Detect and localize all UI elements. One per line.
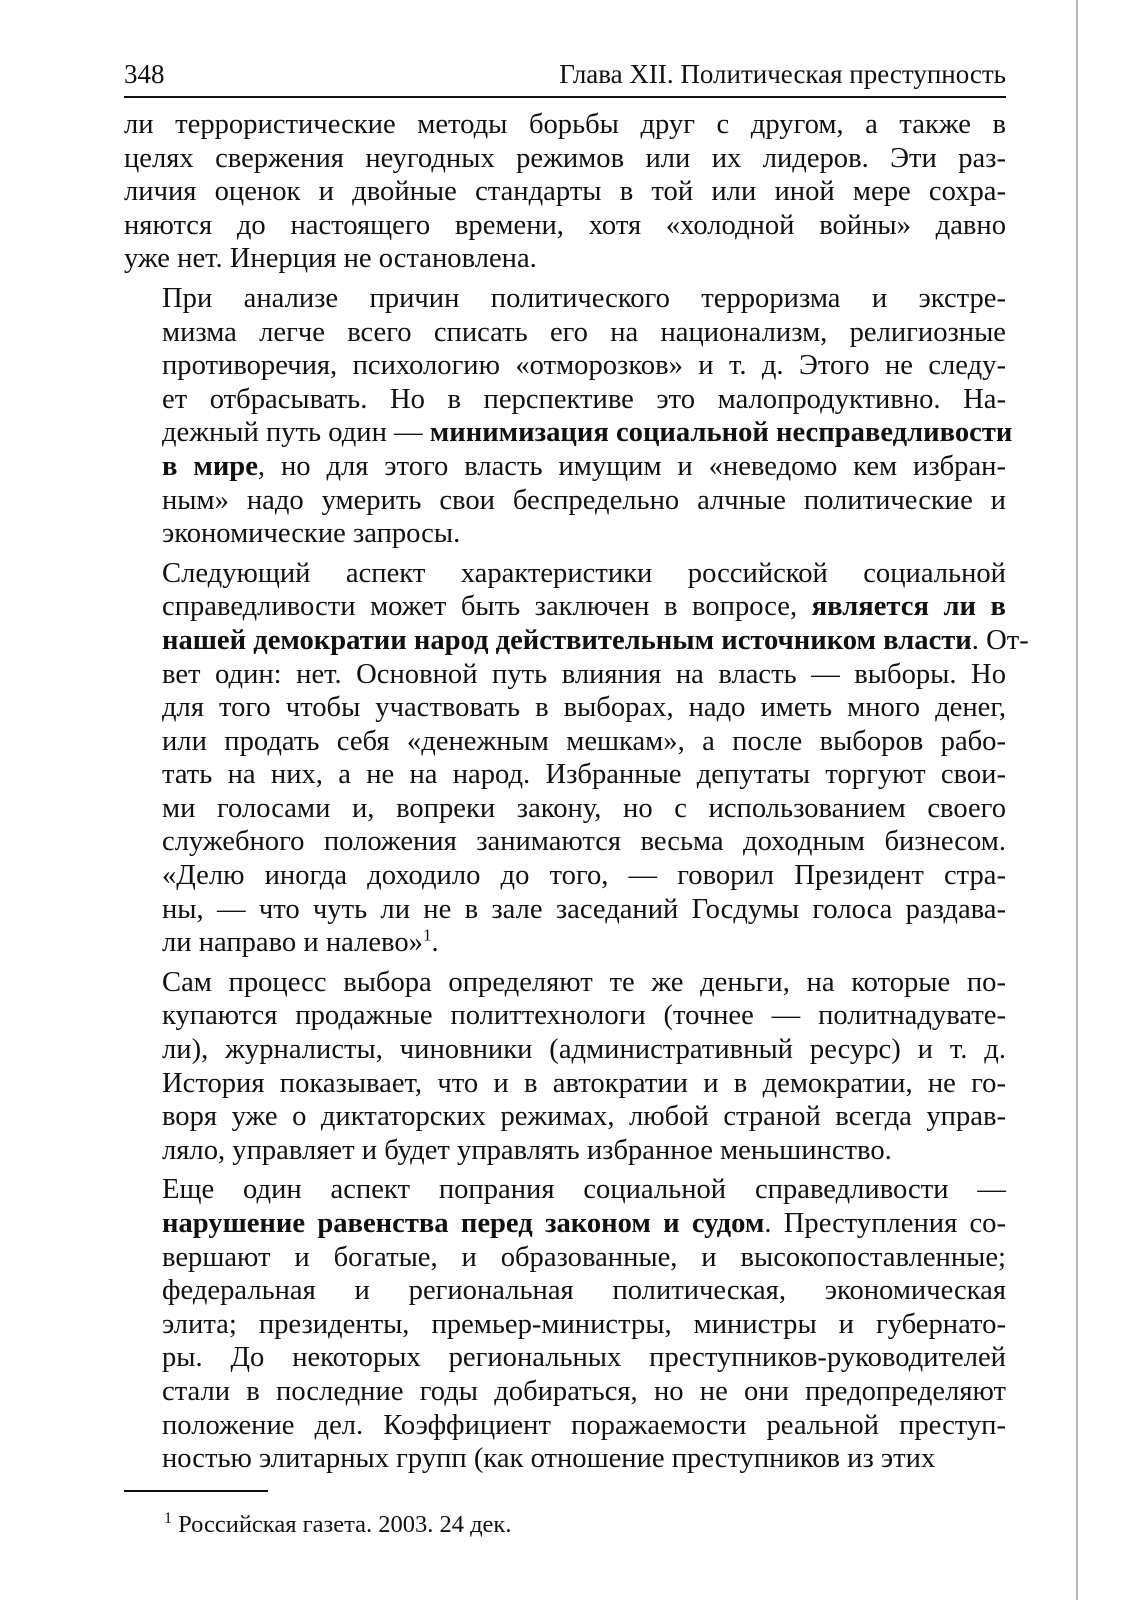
text-segment: Следующий аспект характеристики российской социальной bbox=[162, 557, 1006, 589]
text-line bbox=[124, 175, 1006, 209]
text-line bbox=[124, 1375, 1006, 1409]
text-segment: для того чтобы участвовать в выборах, надо иметь много денег, bbox=[162, 692, 1006, 724]
text-line bbox=[124, 316, 1006, 350]
text-line bbox=[124, 691, 1006, 725]
footnote-text: Российская газета. 2003. 24 дек. bbox=[178, 1510, 512, 1538]
text-line bbox=[124, 859, 1006, 893]
text-segment: ным» надо умерить свои беспредельно алчные политические и bbox=[162, 484, 1006, 516]
text-line bbox=[124, 1308, 1006, 1342]
text-line bbox=[124, 758, 1006, 792]
body-text bbox=[124, 108, 1029, 1476]
text-segment: служебного положения занимаются весьма доходным бизнесом. bbox=[162, 826, 1006, 858]
text-line bbox=[124, 450, 1006, 484]
text-segment: купаются продажные политтехнологи (точнее — политнадувате- bbox=[162, 1000, 1006, 1032]
text-line bbox=[124, 108, 1006, 142]
text-line bbox=[124, 1033, 1006, 1067]
text-line bbox=[124, 1207, 1006, 1241]
running-head bbox=[124, 58, 1006, 98]
text-segment: ли направо и налево» bbox=[162, 927, 423, 959]
footnote-marker: 1 bbox=[164, 1509, 172, 1527]
text-line bbox=[124, 209, 1006, 243]
text-line bbox=[124, 1274, 1006, 1308]
text-line bbox=[124, 484, 1006, 518]
paragraph bbox=[124, 282, 1013, 551]
text-line bbox=[124, 142, 1006, 176]
text-line bbox=[124, 282, 1006, 316]
text-segment: воря уже о диктаторских режимах, любой страной всегда управ- bbox=[162, 1101, 1006, 1133]
text-segment: дежный путь один — bbox=[162, 417, 430, 449]
book-page bbox=[124, 58, 1029, 1540]
chapter-title: Глава XII. Политическая преступность bbox=[559, 59, 1006, 89]
text-line bbox=[124, 1067, 1006, 1101]
text-segment: или продать себя «денежным мешкам», а после выборов рабо- bbox=[162, 725, 1006, 757]
text-segment: . bbox=[431, 927, 439, 959]
text-segment: , но для этого власть имущим и «неведомо кем избран- bbox=[257, 450, 1006, 482]
text-line bbox=[124, 517, 1006, 551]
text-line bbox=[124, 624, 1029, 658]
text-line bbox=[124, 1241, 1006, 1275]
text-segment: элита; президенты, премьер-министры, министры и губернато- bbox=[162, 1308, 1006, 1340]
paragraph bbox=[124, 108, 1006, 276]
text-segment: ет отбрасывать. Но в перспективе это малопродуктивно. На- bbox=[162, 383, 1006, 415]
text-segment: ностью элитарных групп (как отношение преступников из этих bbox=[162, 1443, 936, 1475]
text-segment: стали в последние годы добираться, но не они предопределяют bbox=[162, 1375, 1006, 1407]
page-number: 348 bbox=[124, 59, 165, 89]
text-segment: личия оценок и двойные стандарты в той или иной мере сохра- bbox=[124, 176, 1006, 208]
text-segment: противоречия, психологию «отморозков» и т. д. Этого не следу- bbox=[162, 350, 1006, 382]
text-line bbox=[124, 1100, 1006, 1134]
paragraph bbox=[124, 557, 1029, 960]
emphasis-text: нашей демократии народ действительным источником власти bbox=[162, 624, 972, 656]
text-line bbox=[124, 590, 1006, 624]
emphasis-text: нарушение равенства перед законом и судом bbox=[162, 1208, 765, 1239]
text-segment: ли террористические методы борьбы друг с другом, а также в bbox=[124, 109, 1006, 140]
footnote bbox=[124, 1510, 1006, 1540]
text-line bbox=[124, 1442, 1006, 1476]
text-segment: мизма легче всего списать его на национализм, религиозные bbox=[162, 316, 1006, 348]
text-line bbox=[124, 725, 1006, 759]
text-line bbox=[124, 1341, 1006, 1375]
text-line bbox=[124, 825, 1006, 859]
paragraph bbox=[124, 966, 1006, 1168]
text-segment: экономические запросы. bbox=[162, 518, 461, 550]
text-segment: вет один: нет. Основной путь влияния на власть — выборы. Но bbox=[162, 658, 1006, 690]
text-segment: справедливости может быть заключен в вопросе, bbox=[162, 591, 812, 623]
text-line bbox=[124, 242, 1006, 276]
text-segment: . От- bbox=[971, 624, 1029, 656]
footnote-reference: 1 bbox=[422, 925, 432, 945]
text-line bbox=[124, 926, 1006, 960]
text-line bbox=[124, 999, 1006, 1033]
text-segment: «Делю иногда доходило до того, — говорил Президент стра- bbox=[162, 860, 1006, 892]
text-line bbox=[124, 893, 1006, 927]
text-segment: . Преступления со- bbox=[764, 1208, 1006, 1239]
text-line bbox=[124, 1134, 1006, 1168]
text-segment: федеральная и региональная политическая, экономическая bbox=[162, 1275, 1006, 1307]
text-segment: няются до настоящего времени, хотя «холодной войны» давно bbox=[124, 209, 1006, 241]
text-line bbox=[124, 658, 1006, 692]
text-segment: положение дел. Коэффициент поражаемости реальной преступ- bbox=[162, 1409, 1006, 1441]
text-line bbox=[124, 966, 1006, 1000]
text-segment: История показывает, что и в автократии и в демократии, не го- bbox=[162, 1067, 1006, 1099]
emphasis-text: в мире bbox=[162, 450, 258, 482]
page-edge-shadow bbox=[1076, 0, 1078, 1600]
paragraph bbox=[124, 1173, 1006, 1475]
text-segment: ны, — что чуть ли не в зале заседаний Госдумы голоса раздава- bbox=[162, 893, 1006, 925]
emphasis-text: минимизация социальной несправедливости bbox=[429, 417, 1013, 449]
text-line bbox=[124, 557, 1006, 591]
text-segment: При анализе причин политического терроризма и экстре- bbox=[162, 282, 1006, 314]
text-segment: ры. До некоторых региональных преступников-руководителей bbox=[162, 1342, 1006, 1374]
text-segment: тать на них, а не на народ. Избранные депутаты торгуют свои- bbox=[162, 759, 1006, 791]
text-segment: ли), журналисты, чиновники (административный ресурс) и т. д. bbox=[162, 1034, 1006, 1066]
text-segment: уже нет. Инерция не остановлена. bbox=[124, 243, 537, 275]
text-line bbox=[124, 1409, 1006, 1443]
text-line bbox=[124, 383, 1006, 417]
footnote-rule bbox=[124, 1490, 268, 1492]
text-segment: Сам процесс выбора определяют те же деньги, на которые по- bbox=[162, 966, 1006, 998]
text-segment: Еще один аспект попрания социальной справедливости — bbox=[162, 1174, 1006, 1206]
text-line bbox=[124, 349, 1006, 383]
text-segment: ляло, управляет и будет управлять избранное меньшинство. bbox=[162, 1134, 892, 1166]
text-segment: целях свержения неугодных режимов или их лидеров. Эти раз- bbox=[124, 142, 1006, 174]
text-line bbox=[124, 792, 1006, 826]
emphasis-text: является ли в bbox=[811, 591, 1006, 623]
text-segment: вершают и богатые, и образованные, и высокопоставленные; bbox=[162, 1241, 1006, 1273]
text-segment: ми голосами и, вопреки закону, но с использованием своего bbox=[162, 792, 1006, 824]
text-line bbox=[124, 416, 1013, 450]
text-line bbox=[124, 1173, 1006, 1207]
